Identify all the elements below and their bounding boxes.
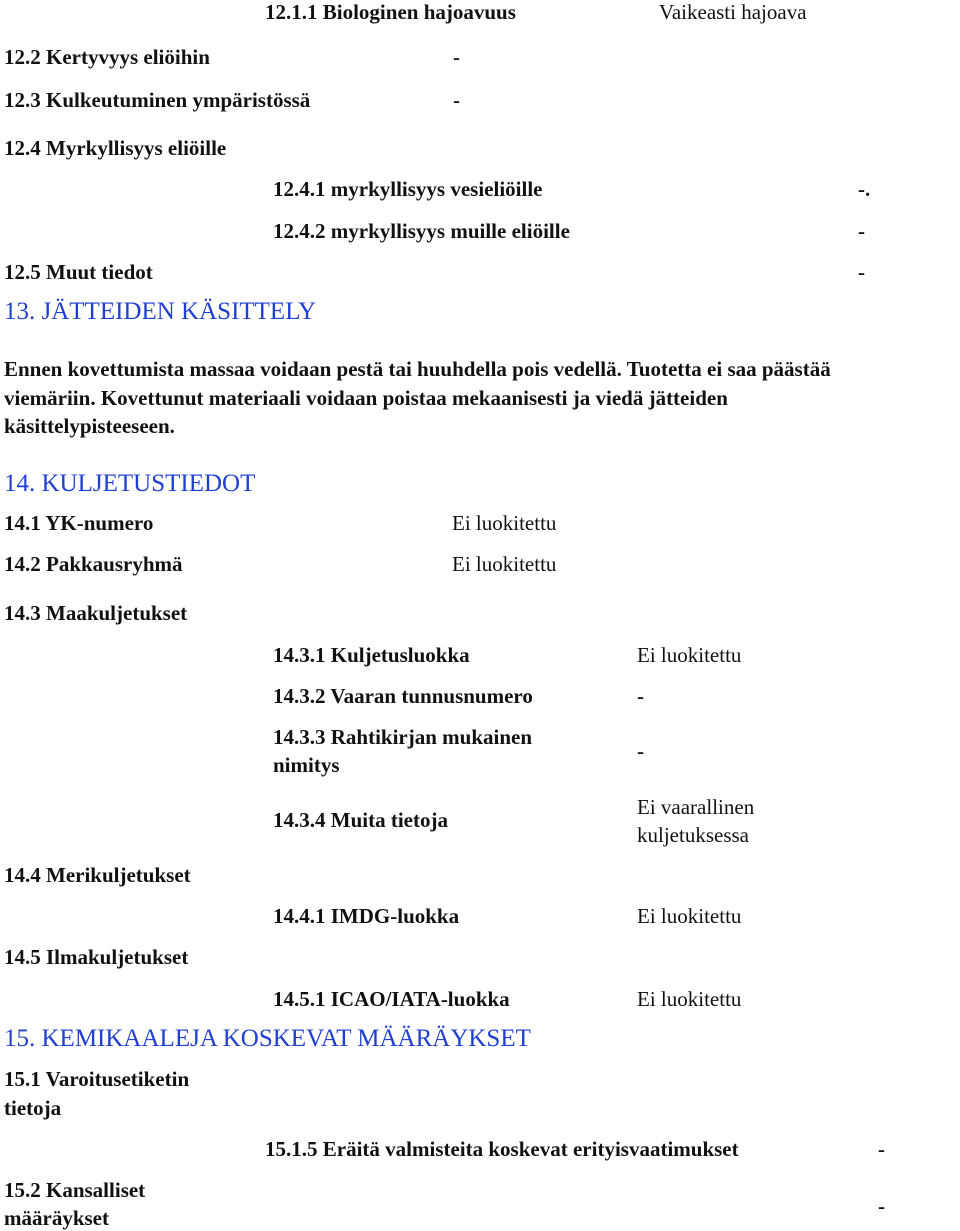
label-info-label-line-2: tietoja [4, 1096, 62, 1120]
section-14-heading: 14. KULJETUSTIEDOT [4, 470, 256, 497]
other-organisms-toxicity-label: 12.4.2 myrkyllisyys muille eliöille [273, 219, 570, 243]
mobility-value: - [453, 88, 460, 112]
other-transport-info-value-line-2: kuljetuksessa [637, 823, 749, 847]
other-organisms-toxicity-value: - [858, 219, 865, 243]
biodegradability-value: Vaikeasti hajoava [659, 0, 807, 24]
bioaccumulation-label: 12.2 Kertyvyys eliöihin [4, 45, 210, 69]
bioaccumulation-value: - [453, 45, 460, 69]
disposal-text-line-2: viemäriin. Kovettunut materiaali voidaan poistaa mekaanisesti ja viedä jätteiden [4, 386, 728, 410]
other-info-value: - [858, 260, 865, 284]
national-regulations-label-line-1: 15.2 Kansalliset [4, 1178, 146, 1202]
imdg-class-label: 14.4.1 IMDG-luokka [273, 904, 460, 928]
mobility-label: 12.3 Kulkeutuminen ympäristössä [4, 88, 311, 112]
shipping-name-label-line-1: 14.3.3 Rahtikirjan mukainen [273, 725, 533, 749]
other-info-label: 12.5 Muut tiedot [4, 260, 153, 284]
aquatic-toxicity-value: -. [858, 177, 871, 201]
label-info-label-line-1: 15.1 Varoitusetiketin [4, 1067, 190, 1091]
imdg-class-value: Ei luokitettu [637, 904, 742, 928]
hazard-id-number-value: - [637, 684, 644, 708]
other-transport-info-label: 14.3.4 Muita tietoja [273, 808, 448, 832]
national-regulations-value: - [878, 1194, 885, 1218]
sea-transport-label: 14.4 Merikuljetukset [4, 863, 191, 887]
section-13-heading: 13. JÄTTEIDEN KÄSITTELY [4, 298, 317, 325]
hazard-id-number-label: 14.3.2 Vaaran tunnusnumero [273, 684, 533, 708]
aquatic-toxicity-label: 12.4.1 myrkyllisyys vesieliöille [273, 177, 543, 201]
transport-class-label: 14.3.1 Kuljetusluokka [273, 643, 470, 667]
biodegradability-label: 12.1.1 Biologinen hajoavuus [265, 0, 516, 24]
other-transport-info-value-line-1: Ei vaarallinen [637, 795, 755, 819]
transport-class-value: Ei luokitettu [637, 643, 742, 667]
icao-iata-class-value: Ei luokitettu [637, 987, 742, 1011]
air-transport-label: 14.5 Ilmakuljetukset [4, 945, 189, 969]
packing-group-label: 14.2 Pakkausryhmä [4, 552, 183, 576]
shipping-name-value: - [637, 739, 644, 763]
disposal-text-line-3: käsittelypisteeseen. [4, 414, 175, 438]
toxicity-label: 12.4 Myrkyllisyys eliöille [4, 136, 227, 160]
special-requirements-label: 15.1.5 Eräitä valmisteita koskevat erityisvaatimukset [265, 1137, 739, 1161]
un-number-value: Ei luokitettu [452, 511, 557, 535]
shipping-name-label-line-2: nimitys [273, 753, 340, 777]
un-number-label: 14.1 YK-numero [4, 511, 154, 535]
section-15-heading: 15. KEMIKAALEJA KOSKEVAT MÄÄRÄYKSET [4, 1025, 531, 1052]
icao-iata-class-label: 14.5.1 ICAO/IATA-luokka [273, 987, 510, 1011]
packing-group-value: Ei luokitettu [452, 552, 557, 576]
national-regulations-label-line-2: määräykset [4, 1206, 109, 1230]
special-requirements-value: - [878, 1137, 885, 1161]
land-transport-label: 14.3 Maakuljetukset [4, 601, 188, 625]
disposal-text-line-1: Ennen kovettumista massaa voidaan pestä tai huuhdella pois vedellä. Tuotetta ei saa päästää [4, 357, 831, 381]
